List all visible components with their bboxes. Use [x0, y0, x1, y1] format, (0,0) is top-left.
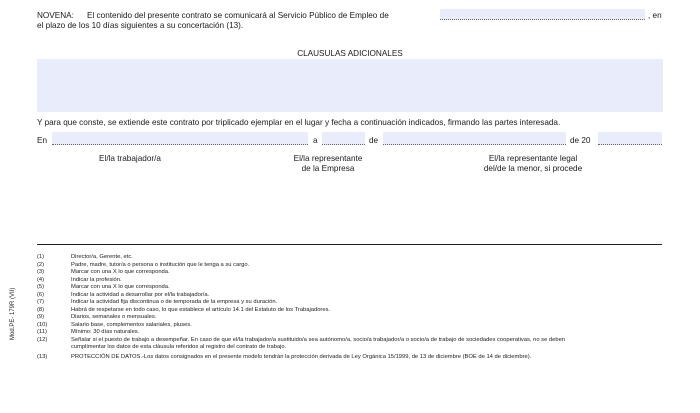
mes-field[interactable] [383, 132, 566, 145]
clausulas-textarea[interactable] [37, 59, 663, 112]
dia-field[interactable] [322, 132, 365, 145]
firma-legal-line2: del/de la menor, si procede [483, 164, 583, 173]
firma-legal-line1: El/la representante legal [488, 154, 578, 163]
anio-field[interactable] [598, 132, 662, 145]
lugar-field[interactable] [52, 132, 308, 145]
novena-label: NOVENA: [37, 11, 74, 20]
de20-label: de 20 [570, 136, 591, 145]
novena-line2: el plazo de los 10 días siguientes a su concertación (13). [37, 21, 244, 30]
novena-text-end: , en [648, 11, 662, 20]
clausulas-title: CLAUSULAS ADICIONALES [297, 49, 403, 58]
firma-trabajador: El/la trabajador/a [99, 154, 161, 163]
side-form-code: Mod.PE- 179R (VII) [10, 287, 16, 340]
en-label: En [37, 136, 48, 145]
notes-divider [37, 244, 662, 245]
novena-text: El contenido del presente contrato se comunicará al Servicio Público de Empleo de [87, 11, 389, 20]
firma-empresa-line1: El/la representante [293, 154, 363, 163]
servicio-empleo-field[interactable] [440, 9, 645, 20]
de-label: de [369, 136, 379, 145]
firma-empresa-line2: de la Empresa [301, 164, 355, 173]
a-label: a [313, 136, 318, 145]
consta-text: Y para que conste, se extiende este contrato por triplicado ejemplar en el lugar y fecha a continuación indicados, firmando las partes interesada. [37, 118, 561, 127]
